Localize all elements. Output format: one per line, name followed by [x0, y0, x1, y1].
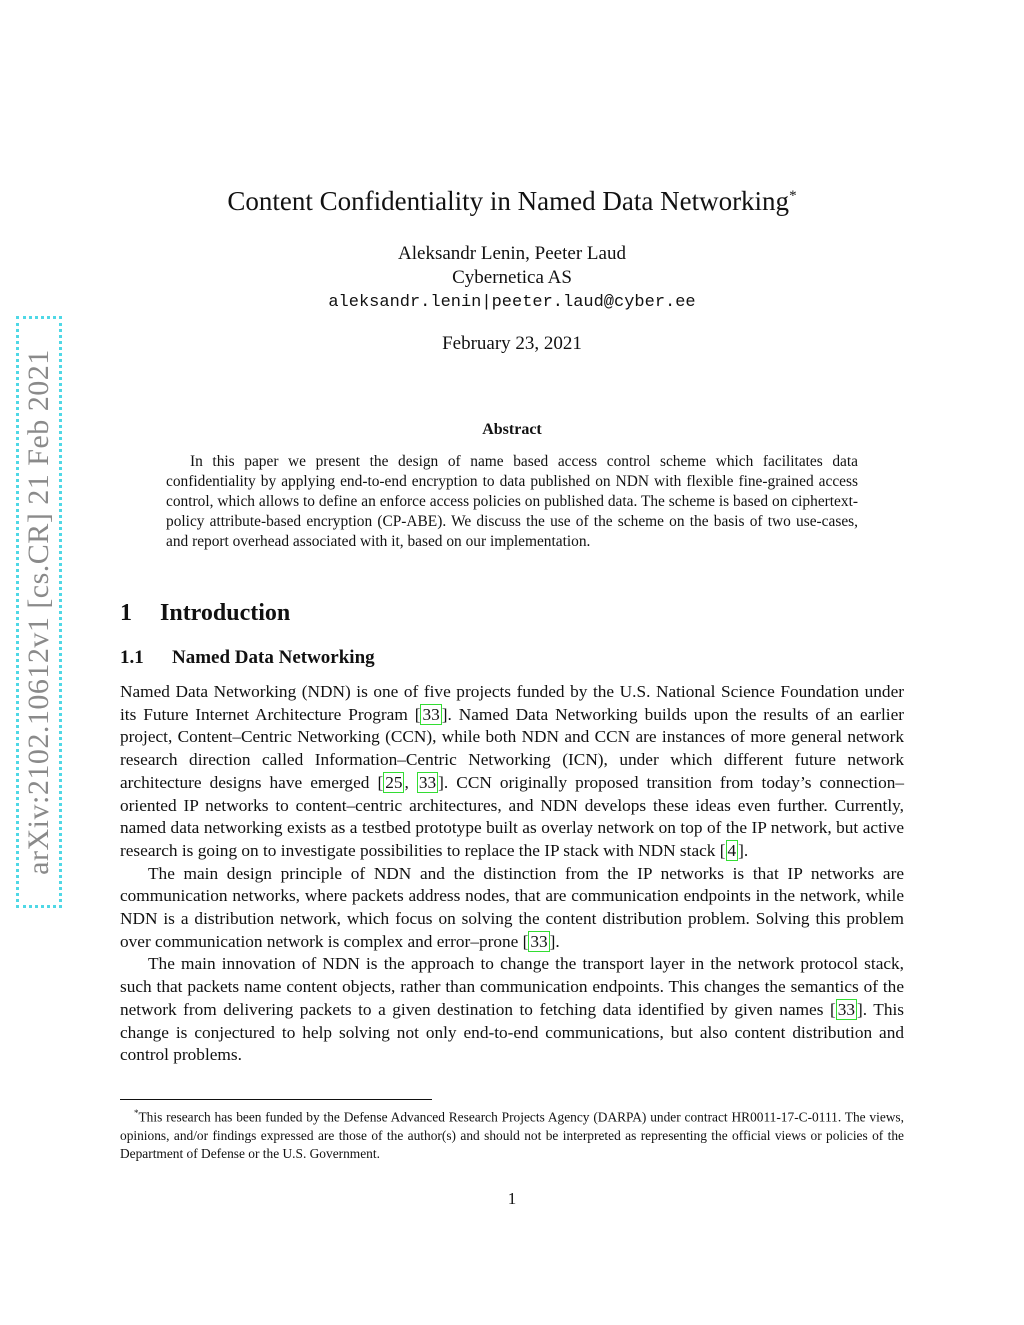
section-heading	[120, 600, 290, 627]
author-email[interactable]: aleksandr.lenin|peeter.laud@cyber.ee	[328, 293, 696, 312]
page-number: 1	[507, 1189, 517, 1208]
footnote	[120, 1104, 904, 1164]
citation-link[interactable]: 33	[837, 999, 855, 1019]
citation-link[interactable]: 33	[422, 704, 440, 724]
arxiv-identifier[interactable]: arXiv:2102.10612v1 [cs.CR] 21 Feb 2021	[22, 349, 55, 875]
citation-link[interactable]: 33	[418, 772, 437, 792]
author-names: Aleksandr Lenin, Peeter Laud	[398, 243, 626, 264]
footnote-divider	[120, 1099, 432, 1100]
abstract-text: In this paper we present the design of name based access control scheme which facilitates data confidentiality by applying end-to-end encryption to data published on NDN with flexible fine-grained access control, which allows to define an enforce access policies on published data. The scheme is based on ciphertext-policy attribute-based encryption (CP-ABE). We discuss the use of the scheme on the basis of two use-cases, and report overhead associated with it, based on our implementation.	[166, 453, 858, 550]
paragraph-2: The main design principle of NDN and the distinction from the IP networks is that IP networks are communication networks, where packets address nodes, that are communication endpoints in the network, while NDN is a distribution network, which focus on solving the content distribution problem. Solving this problem over communication network is complex and error–prone [ 33 ].	[120, 863, 904, 951]
abstract-heading: Abstract	[482, 421, 542, 438]
title-footnote-mark: *	[789, 188, 797, 204]
citation-link[interactable]: 4	[727, 840, 737, 860]
subsection-heading	[120, 647, 375, 669]
author-affiliation: Cybernetica AS	[452, 267, 572, 288]
paragraph-1: Named Data Networking (NDN) is one of five projects funded by the U.S. National Science Foundation under its Future Internet Architecture Program [ 33 ]. Named Data Networking builds upon the results of an earlier project, Content–Centric Networking (CCN), while both NDN and CCN are instances of more general network research direction called Information–Centric Networking (ICN), under which different future network architecture designs have emerged [ 25 , 33 ]. CCN originally proposed transition from today’s connection–oriented IP networks to content–centric architectures, and NDN develops these ideas even further. Currently, named data networking exists as a testbed prototype built as overlay network on top of the IP network, but active research is going on to investigate possibilities to replace the IP stack with NDN stack [ 4 ].	[120, 682, 904, 860]
footnote-text: This research has been funded by the Defense Advanced Research Projects Agency (DARPA) under contract HR0011-17-C-0111. The views, opinions, and/or findings expressed are those of the author(s) and should not be interpreted as representing the official views or policies of the Department of Defense or the U.S. Government.	[120, 1109, 904, 1162]
paper-title: Content Confidentiality in Named Data Networking*	[227, 186, 797, 216]
citation-link[interactable]: 33	[530, 931, 548, 951]
arxiv-sidebar-stamp[interactable]	[16, 316, 62, 908]
section-title: Introduction	[160, 600, 291, 626]
citation-link[interactable]: 25	[385, 772, 403, 792]
footnote-mark: *	[134, 1108, 139, 1118]
paragraph-3: The main innovation of NDN is the approach to change the transport layer in the network protocol stack, such that packets name content objects, rather than communication endpoints. This changes the semantics of the network from delivering packets to a given destination to fetching data identified by given names [ 33 ]. This change is conjectured to help solving not only end-to-end communications, but also content distribution and control problems.	[120, 954, 904, 1065]
subsection-title: Named Data Networking	[172, 647, 375, 668]
section-number: 1	[120, 600, 132, 626]
body-text	[120, 681, 904, 1067]
abstract-body	[166, 452, 858, 552]
subsection-number: 1.1	[120, 647, 144, 668]
paper-date: February 23, 2021	[442, 333, 582, 354]
